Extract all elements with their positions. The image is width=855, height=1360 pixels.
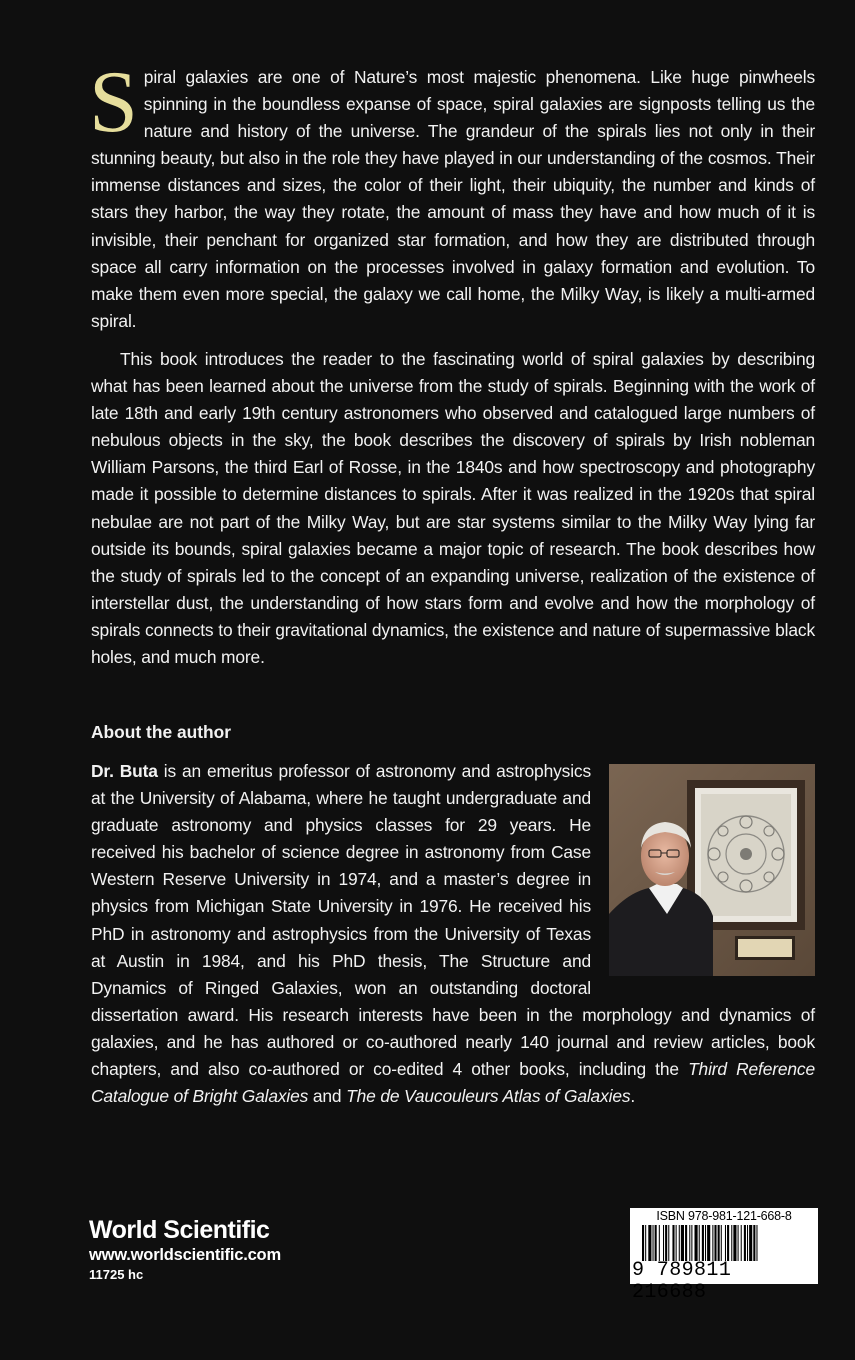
barcode-bar: [727, 1225, 729, 1261]
author-bio: [91, 758, 815, 1110]
barcode-bar: [699, 1225, 700, 1261]
barcode-bar: [679, 1225, 680, 1261]
barcode-bar: [695, 1225, 698, 1261]
isbn-barcode: [630, 1208, 818, 1304]
intro-paragraph-1-text: piral galaxies are one of Nature’s most majestic phenomena. Like huge pinwheels spinning in the boundless expanse of space, spiral galaxies are signposts telling us the nature and history of the universe. The grandeur of the spirals lies not only in their stunning beauty, but also in the role they have played in our understanding of the cosmos. Their immense distances and sizes, the color of their light, their ubiquity, the number and kinds of stars they harbor, the way they rotate, the amount of mass they have and how much of it is invisible, their penchant for organized star formation, and how they are distributed through space all carry information on the processes involved in galaxy formation and evolution. To make them even more special, the galaxy we call home, the Milky Way, is likely a multi-armed spiral.: [91, 67, 815, 331]
book-title-1: Third Reference Catalogue of Bright Galaxies: [91, 1059, 815, 1107]
barcode-bar: [668, 1225, 669, 1261]
barcode-bar: [718, 1225, 720, 1261]
barcode-bar: [642, 1225, 644, 1261]
publisher-code: 11725 hc: [89, 1267, 144, 1282]
author-bio-and: and: [308, 1086, 347, 1107]
barcode-bar: [676, 1225, 677, 1261]
barcode-bar: [707, 1225, 710, 1261]
barcode-bar: [672, 1225, 674, 1261]
isbn-label: ISBN 978-981-121-668-8: [656, 1209, 792, 1223]
intro-paragraph-2: This book introduces the reader to the fascinating world of spiral galaxies by describing what has been learned about the universe from the study of spirals. Beginning with the work of late 18th and early 19th century astronomers who observed and catalogued large numbers of nebulous objects in the sky, the book describes the discovery of spirals by Irish nobleman William Parsons, the third Earl of Rosse, in the 1840s and how spectroscopy and photography made it possible to determine distances to spirals. After it was realized in the 1920s that spiral nebulae are not part of the Milky Way, but are star systems similar to the Milky Way lying far outside its bounds, spiral galaxies became a major topic of research. The book describes how the study of spirals led to the concept of an expanding universe, realization of the existence of interstellar dust, the understanding of how stars form and evolve and how the morphology of spirals connects to their gravitational dynamics, the existence and nature of supermassive black holes, and much more.: [91, 349, 815, 668]
barcode-bar: [731, 1225, 732, 1261]
barcode-bar: [691, 1225, 692, 1261]
publisher-block: [89, 1216, 281, 1284]
barcode-bar: [685, 1225, 687, 1261]
barcode-bar: [665, 1225, 667, 1261]
publisher-url: www.worldscientific.com: [89, 1246, 281, 1264]
author-bio-end: .: [630, 1086, 636, 1107]
barcode-bar: [645, 1225, 646, 1261]
barcode-bar: [681, 1225, 684, 1261]
barcode-bar: [721, 1225, 722, 1261]
about-author-heading: About the author: [91, 722, 232, 742]
barcode-bar: [747, 1225, 748, 1261]
barcode-bar: [733, 1225, 736, 1261]
barcode-bar: [659, 1225, 660, 1261]
publisher-name: World Scientific: [89, 1216, 270, 1244]
book-title-2: The de Vaucouleurs Atlas of Galaxies: [346, 1086, 631, 1107]
barcode-bar: [648, 1225, 651, 1261]
barcode-bar: [756, 1225, 757, 1261]
barcode-bar: [702, 1225, 704, 1261]
barcode-bar: [663, 1225, 664, 1261]
barcode-bar: [712, 1225, 713, 1261]
author-photo-illustration: [609, 764, 815, 976]
barcode-bar: [725, 1225, 726, 1261]
barcode-digits: 9 789811 216688: [632, 1259, 732, 1304]
author-photo: [609, 764, 815, 976]
barcode-bar: [653, 1225, 654, 1261]
author-bio-text: is an emeritus professor of astronomy and astrophysics at the University of Alabama, where he taught undergraduate and graduate astronomy and physics classes for 29 years. He received his bachelor of science degree in astronomy from Case Western Reserve University in 1974, and a master’s degree in physics from Michigan State University in 1976. He received his PhD in astronomy and astrophysics from the University of Texas at Austin in 1984, and his PhD thesis, The Structure and Dynamics of Ringed Galaxies, won an outstanding doctoral dissertation award. His research interests have been in the morphology and dynamics of galaxies, and he has authored or co-authored nearly 140 journal and review articles, book chapters, and also co-authored or co-edited 4 other books, including the: [91, 761, 815, 1080]
barcode-bar: [749, 1225, 752, 1261]
barcode-bar: [753, 1225, 755, 1261]
barcode-bar: [738, 1225, 739, 1261]
drop-cap: S: [89, 54, 138, 151]
barcode-bar: [689, 1225, 690, 1261]
barcode-bar: [714, 1225, 716, 1261]
barcode-bar: [705, 1225, 706, 1261]
barcode-bar: [655, 1225, 657, 1261]
barcode-bar: [744, 1225, 746, 1261]
barcode-bar: [741, 1225, 742, 1261]
author-name: Dr. Buta: [91, 761, 158, 781]
intro-paragraph-1: [89, 54, 815, 335]
